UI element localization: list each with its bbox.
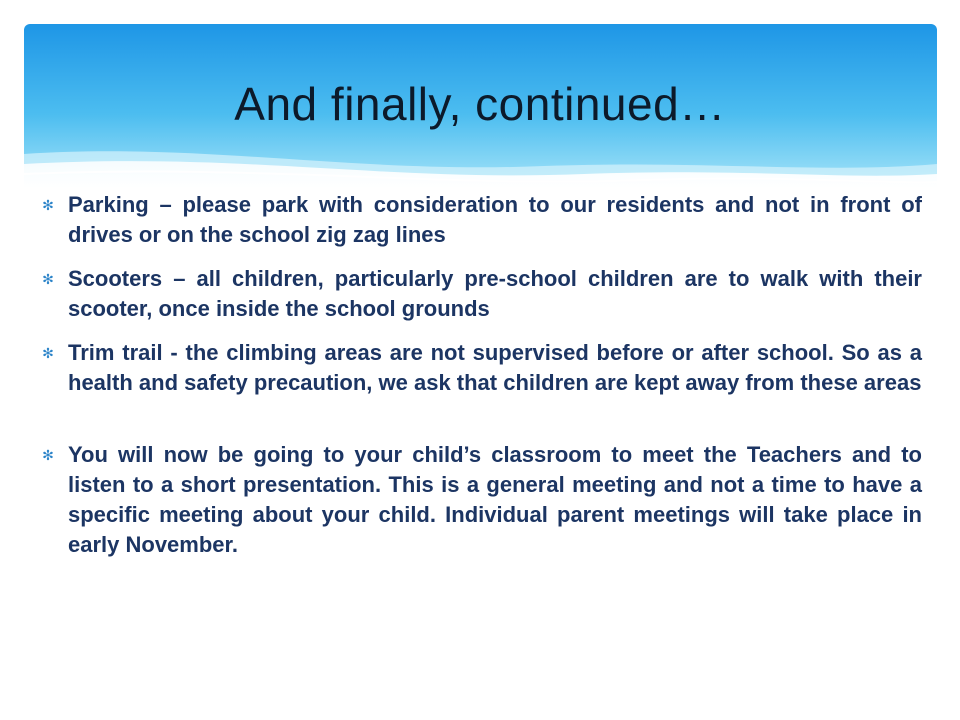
bullet-text: Scooters – all children, particularly pre-school children are to walk with their scooter, once inside the school grounds <box>68 266 922 321</box>
asterisk-icon: ✻ <box>42 197 54 213</box>
asterisk-icon: ✻ <box>42 271 54 287</box>
bullet-item-trim-trail <box>36 338 922 398</box>
bullet-list <box>36 190 922 574</box>
asterisk-icon: ✻ <box>42 345 54 361</box>
slide-title: And finally, continued… <box>234 78 726 130</box>
bullet-item-parking <box>36 190 922 250</box>
bullet-item-scooters <box>36 264 922 324</box>
bullet-text: Trim trail - the climbing areas are not supervised before or after school. So as a health and safety precaution, we ask that children are kept away from these areas <box>68 340 922 395</box>
bullet-text: Parking – please park with consideration to our residents and not in front of drives or on the school zig zag lines <box>68 192 922 247</box>
bullet-item-classroom <box>36 440 922 560</box>
asterisk-icon: ✻ <box>42 447 54 463</box>
bullet-text: You will now be going to your child’s classroom to meet the Teachers and to listen to a short presentation. This is a general meeting and not a time to have a specific meeting about your child. Individual parent meetings will take place in early November. <box>68 442 922 557</box>
